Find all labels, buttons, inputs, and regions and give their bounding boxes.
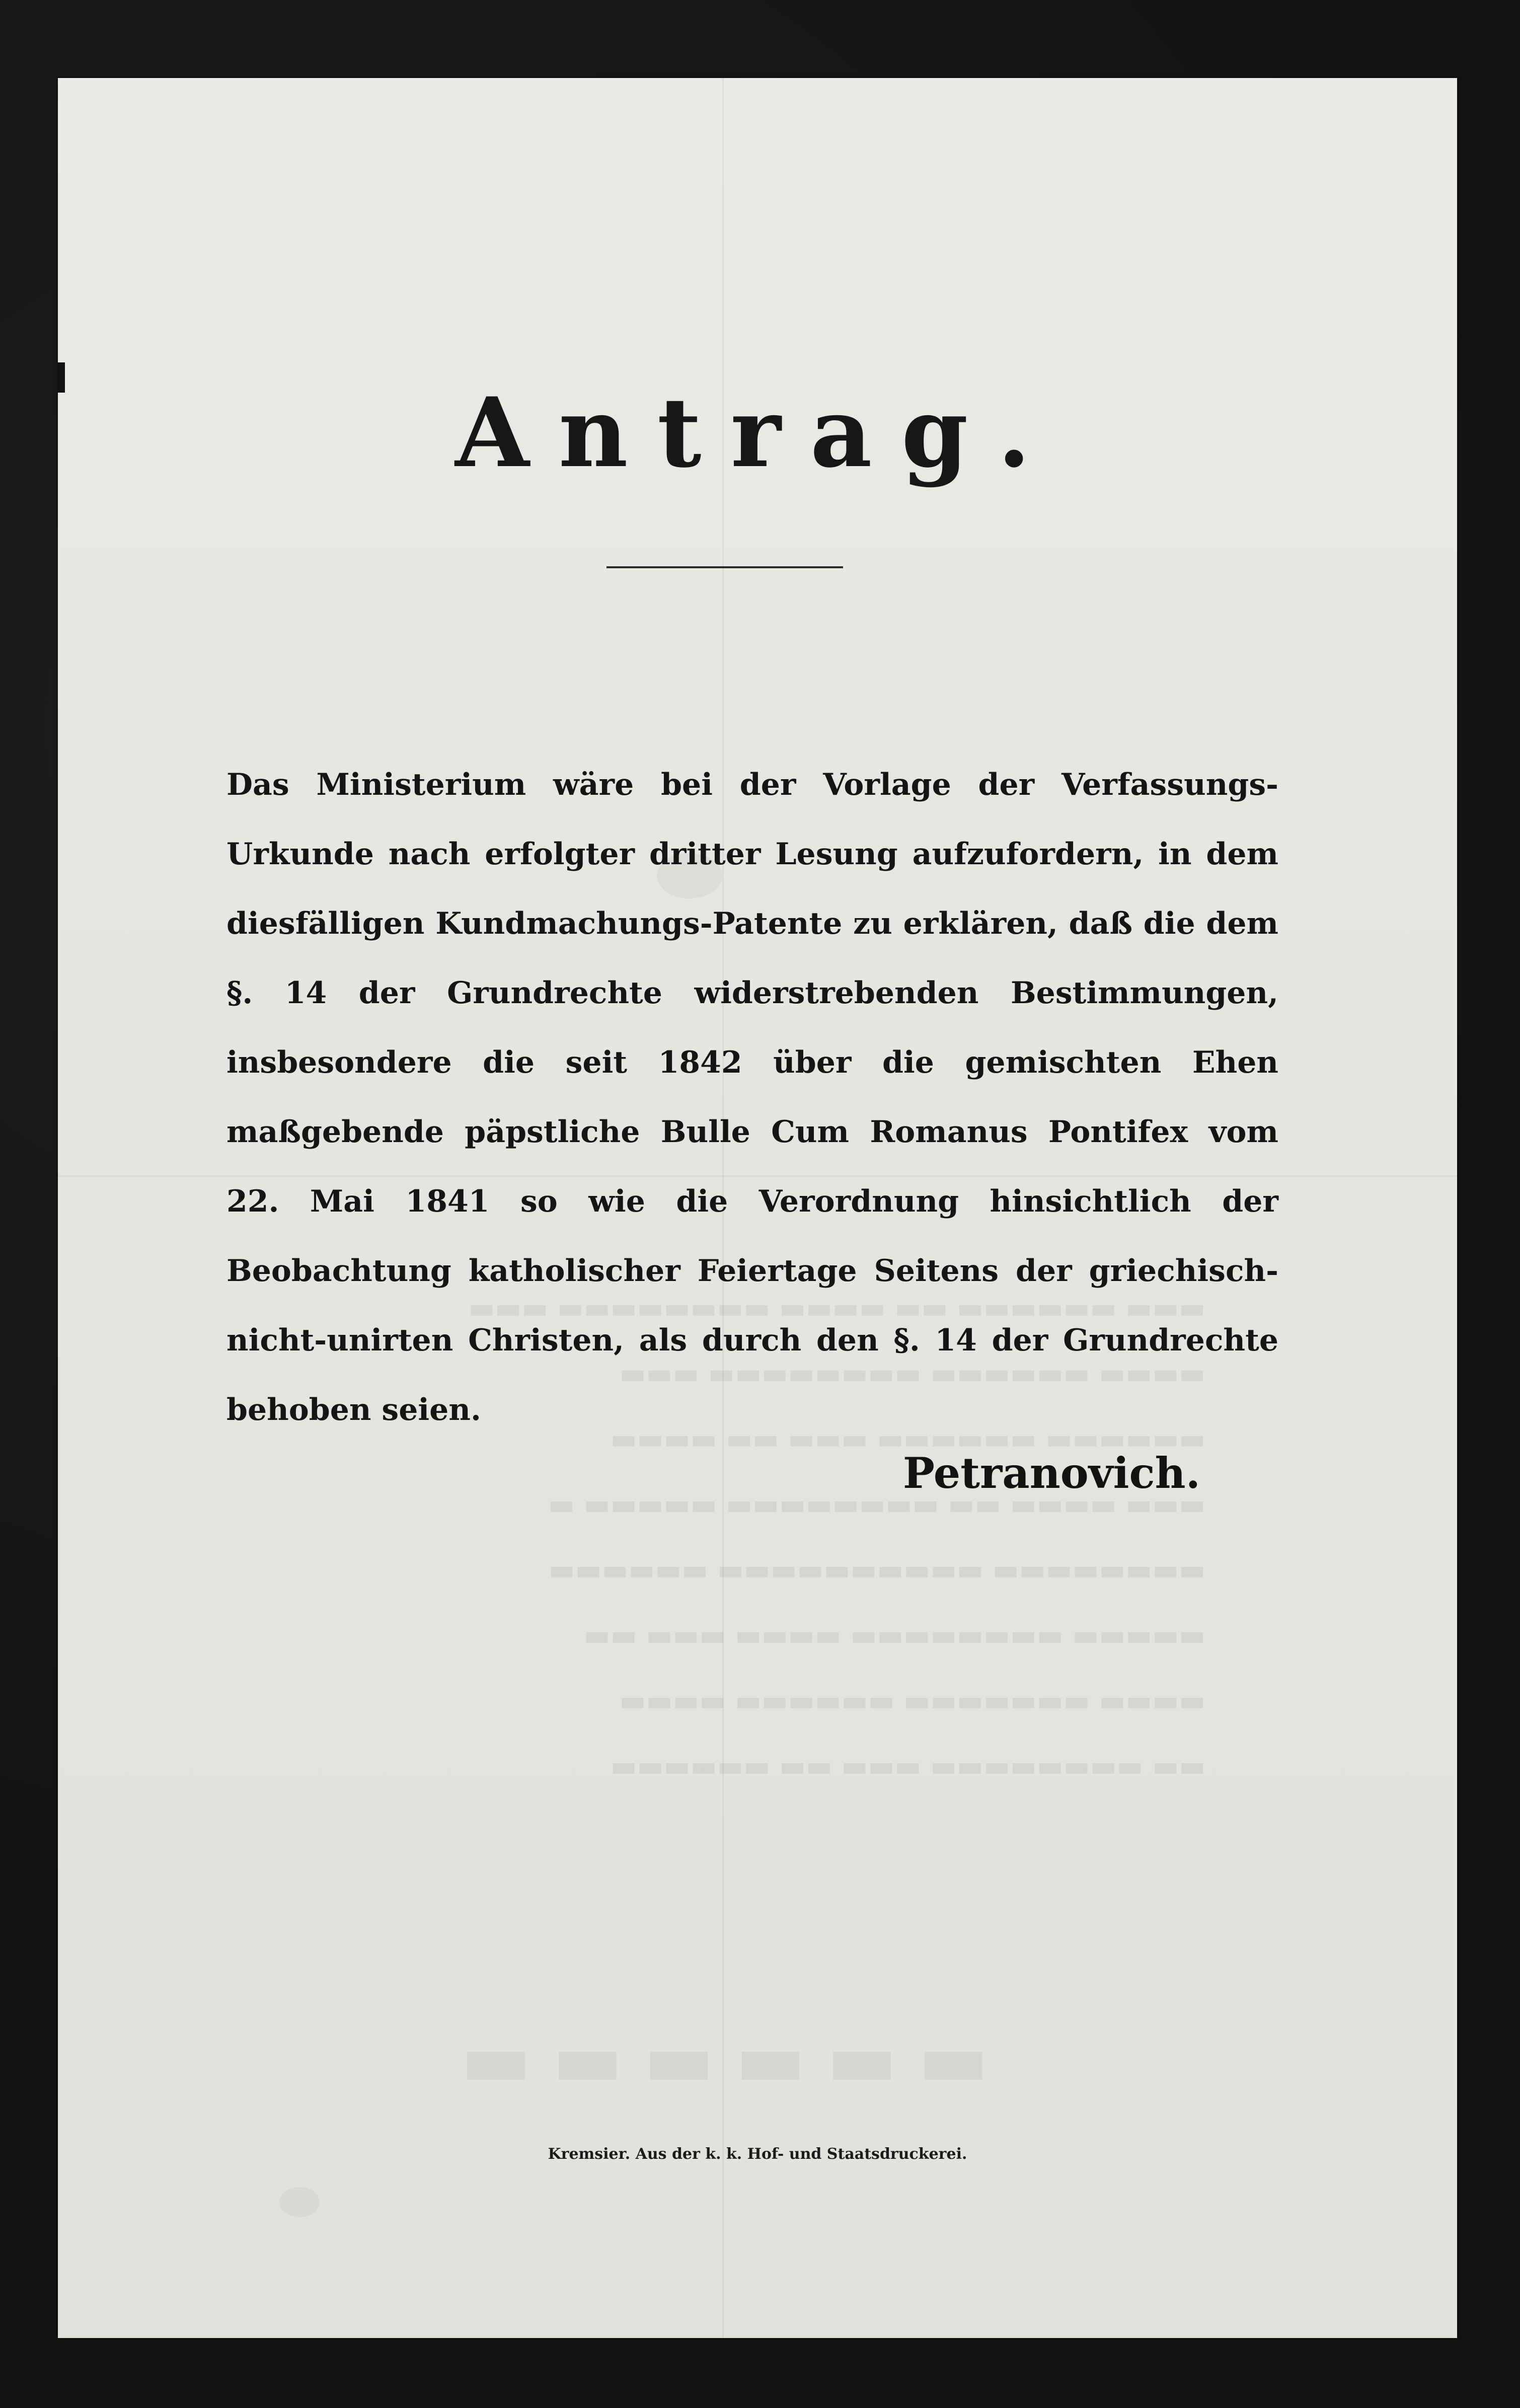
stain <box>279 2187 320 2217</box>
paper-sheet <box>58 78 1457 2338</box>
edge-mark <box>58 362 65 393</box>
document-title: Antrag. <box>455 377 1060 489</box>
show-through-text: ▬▬▬ ▬▬▬▬▬▬ ▬▬ ▬▬▬▬ ▬▬▬▬▬▬▬▬ ▬▬▬ ▬▬▬▬ ▬▬▬▬▬▬ ▬▬▬▬▬▬▬▬ ▬▬▬ ▬▬▬▬▬▬ ▬▬▬▬▬▬ ▬▬▬ ▬▬ ▬▬▬▬ ▬▬▬ ▬▬▬▬ ▬▬ ▬▬▬▬▬▬▬▬ ▬▬▬▬▬ ▬ ▬▬▬▬▬▬▬▬ ▬▬▬▬▬▬▬▬▬▬ ▬▬▬▬▬▬ ▬▬▬▬▬ ▬▬▬▬▬▬▬▬ ▬▬▬▬ ▬▬▬ ▬▬ ▬▬▬▬ ▬▬▬▬▬▬▬ ▬▬▬▬▬▬ ▬▬▬▬ ▬▬ ▬▬▬▬▬▬▬▬ ▬▬▬ ▬▬ ▬▬▬▬▬▬ <box>468 1292 1205 1783</box>
show-through-title: ▬▬▬▬▬▬ <box>440 2016 989 2103</box>
title-divider <box>606 566 843 568</box>
printer-imprint: Kremsier. Aus der k. k. Hof- und Staatsdruckerei. <box>548 2145 967 2163</box>
signature: Petranovich. <box>902 1448 1200 1498</box>
motion-text: Das Ministerium wäre bei der Vorlage der Verfassungs-Urkunde nach erfolgter dritter Lesung aufzufordern, in dem diesfälligen Kundmachungs-Patente zu erklären, daß die dem §. 14 der Grundrechte widerstrebenden Bestimmungen, insbesondere die seit 1842 über die gemischten Ehen maßgebende päpstliche Bulle Cum Romanus Pontifex vom 22. Mai 1841 so wie die Verordnung hinsichtlich der Beobachtung katholischer Feiertage Seitens der griechisch-nicht-unirten Christen, als durch den §. 14 der Grundrechte behoben seien. <box>226 767 1278 1427</box>
